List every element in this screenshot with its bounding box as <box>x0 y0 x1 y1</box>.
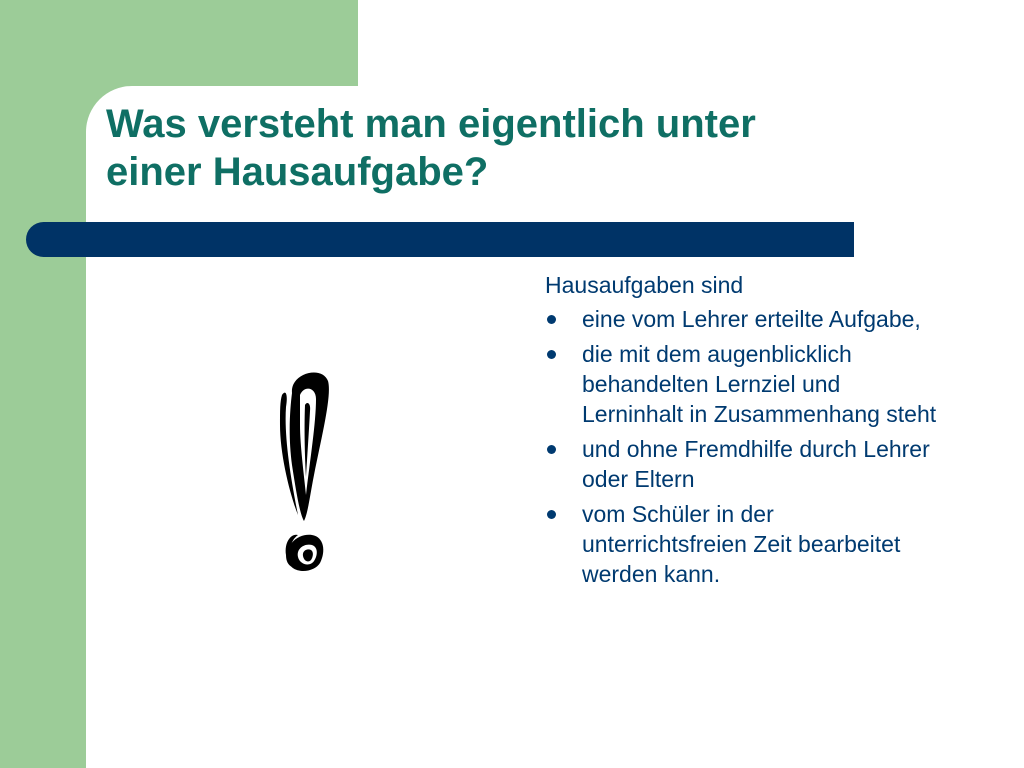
list-item <box>545 434 945 494</box>
intro-text: Hausaufgaben sind <box>545 272 744 298</box>
title-underline-bar <box>26 222 854 257</box>
slide-title-line-1: Was versteht man eigentlich unter <box>106 102 756 146</box>
list-item <box>545 304 945 334</box>
bullet-text: die mit dem augenblicklich behandelten Lernziel und Lerninhalt in Zusammenhang steht <box>582 341 937 427</box>
exclamation-mark-icon <box>270 365 340 580</box>
slide-title-line-2: einer Hausaufgabe? <box>106 150 489 194</box>
slide-title <box>106 100 926 196</box>
bullet-text: vom Schüler in der unterrichtsfreien Zeit bearbeitet werden kann. <box>582 501 901 587</box>
body-text <box>545 270 945 594</box>
list-item <box>545 499 945 589</box>
bullet-icon <box>547 350 556 359</box>
bullet-text: eine vom Lehrer erteilte Aufgabe, <box>582 306 921 332</box>
bullet-icon <box>547 315 556 324</box>
bullet-text: und ohne Fremdhilfe durch Lehrer oder Eltern <box>582 436 930 492</box>
bullet-icon <box>547 445 556 454</box>
bullet-icon <box>547 510 556 519</box>
list-item <box>545 339 945 429</box>
bullet-list <box>545 304 945 589</box>
